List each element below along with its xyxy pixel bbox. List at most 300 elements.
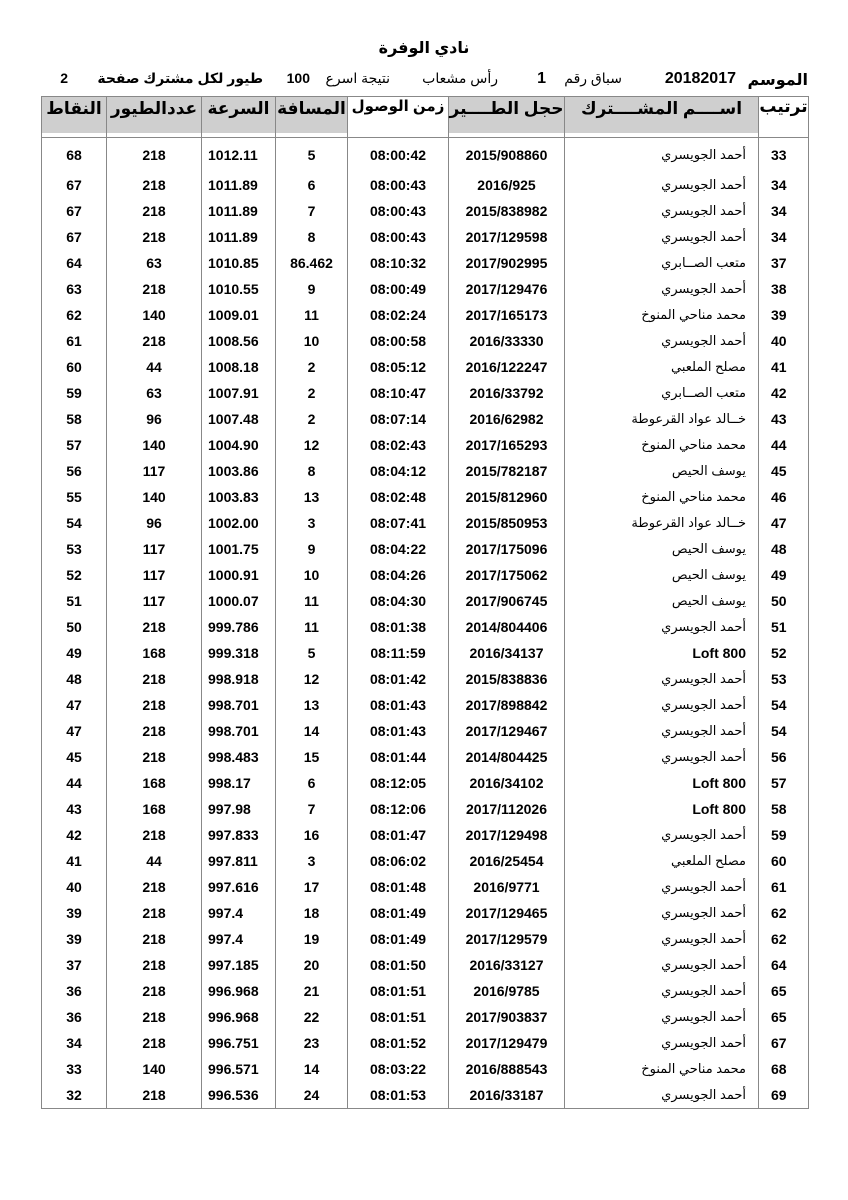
row-speed: 997.4 — [202, 926, 276, 952]
row-points: 60 — [42, 354, 107, 380]
row-points: 51 — [42, 588, 107, 614]
table-row — [42, 432, 809, 458]
row-distance: 17 — [276, 874, 348, 900]
row-ring: 2017/898842 — [449, 692, 565, 718]
row-birds: 218 — [107, 1082, 202, 1109]
table-row — [42, 588, 809, 614]
table-row — [42, 250, 809, 276]
row-ring: 2016/33792 — [449, 380, 565, 406]
col-name: اســــم المشــــترك — [565, 97, 759, 138]
row-arrival-time: 08:01:38 — [348, 614, 449, 640]
table-row — [42, 224, 809, 250]
row-birds: 140 — [107, 432, 202, 458]
row-distance: 6 — [276, 770, 348, 796]
row-name: Loft 800 — [565, 796, 759, 822]
row-arrival-time: 08:01:51 — [348, 1004, 449, 1030]
row-birds: 218 — [107, 614, 202, 640]
table-row — [42, 1030, 809, 1056]
row-points: 40 — [42, 874, 107, 900]
row-speed: 996.968 — [202, 1004, 276, 1030]
row-birds: 218 — [107, 276, 202, 302]
row-distance: 14 — [276, 1056, 348, 1082]
row-rank: 68 — [759, 1056, 809, 1082]
row-distance: 11 — [276, 614, 348, 640]
row-points: 47 — [42, 718, 107, 744]
row-speed: 1000.91 — [202, 562, 276, 588]
row-ring: 2014/804425 — [449, 744, 565, 770]
table-row — [42, 302, 809, 328]
row-name: أحمد الجويسري — [565, 952, 759, 978]
row-ring: 2016/925 — [449, 172, 565, 198]
table-row — [42, 458, 809, 484]
row-ring: 2016/34102 — [449, 770, 565, 796]
row-ring: 2017/175062 — [449, 562, 565, 588]
table-row — [42, 138, 809, 173]
row-rank: 40 — [759, 328, 809, 354]
table-row — [42, 874, 809, 900]
row-name: أحمد الجويسري — [565, 666, 759, 692]
row-speed: 997.811 — [202, 848, 276, 874]
club-title: نادي الوفرة — [378, 40, 470, 57]
row-speed: 998.17 — [202, 770, 276, 796]
row-birds: 218 — [107, 138, 202, 173]
table-row — [42, 510, 809, 536]
row-ring: 2017/129465 — [449, 900, 565, 926]
row-birds: 44 — [107, 848, 202, 874]
row-points: 52 — [42, 562, 107, 588]
row-ring: 2014/804406 — [449, 614, 565, 640]
row-name: خــالد عواد القرعوطة — [565, 510, 759, 536]
row-speed: 998.918 — [202, 666, 276, 692]
table-row — [42, 1056, 809, 1082]
row-arrival-time: 08:01:53 — [348, 1082, 449, 1109]
row-rank: 61 — [759, 874, 809, 900]
row-points: 34 — [42, 1030, 107, 1056]
table-row — [42, 172, 809, 198]
row-arrival-time: 08:07:14 — [348, 406, 449, 432]
row-speed: 996.536 — [202, 1082, 276, 1109]
page-number: 2 — [60, 70, 68, 86]
row-rank: 62 — [759, 926, 809, 952]
row-ring: 2017/112026 — [449, 796, 565, 822]
row-birds: 63 — [107, 250, 202, 276]
table-row — [42, 822, 809, 848]
row-points: 63 — [42, 276, 107, 302]
row-ring: 2016/9771 — [449, 874, 565, 900]
row-points: 55 — [42, 484, 107, 510]
row-birds: 140 — [107, 1056, 202, 1082]
row-speed: 996.751 — [202, 1030, 276, 1056]
table-row — [42, 1082, 809, 1109]
table-row — [42, 666, 809, 692]
row-birds: 218 — [107, 1030, 202, 1056]
row-speed: 1004.90 — [202, 432, 276, 458]
row-birds: 218 — [107, 666, 202, 692]
row-rank: 53 — [759, 666, 809, 692]
row-ring: 2015/812960 — [449, 484, 565, 510]
row-distance: 5 — [276, 640, 348, 666]
row-speed: 1012.11 — [202, 138, 276, 173]
row-arrival-time: 08:01:51 — [348, 978, 449, 1004]
row-points: 56 — [42, 458, 107, 484]
row-arrival-time: 08:00:49 — [348, 276, 449, 302]
table-row — [42, 614, 809, 640]
row-arrival-time: 08:02:24 — [348, 302, 449, 328]
row-rank: 45 — [759, 458, 809, 484]
race-number: 1 — [537, 70, 546, 87]
race-info-line — [40, 70, 808, 90]
row-points: 37 — [42, 952, 107, 978]
table-row — [42, 926, 809, 952]
table-row — [42, 952, 809, 978]
row-ring: 2016/25454 — [449, 848, 565, 874]
row-name: يوسف الحيص — [565, 562, 759, 588]
table-row — [42, 328, 809, 354]
row-name: Loft 800 — [565, 640, 759, 666]
row-birds: 218 — [107, 172, 202, 198]
row-arrival-time: 08:01:49 — [348, 926, 449, 952]
col-arrival: زمن الوصول — [348, 97, 449, 138]
table-row — [42, 848, 809, 874]
row-birds: 218 — [107, 822, 202, 848]
row-name: أحمد الجويسري — [565, 744, 759, 770]
row-distance: 16 — [276, 822, 348, 848]
row-arrival-time: 08:04:12 — [348, 458, 449, 484]
row-birds: 218 — [107, 874, 202, 900]
row-rank: 51 — [759, 614, 809, 640]
row-name: أحمد الجويسري — [565, 926, 759, 952]
row-name: أحمد الجويسري — [565, 328, 759, 354]
table-row — [42, 718, 809, 744]
row-name: أحمد الجويسري — [565, 978, 759, 1004]
row-ring: 2017/129479 — [449, 1030, 565, 1056]
row-arrival-time: 08:02:48 — [348, 484, 449, 510]
row-name: أحمد الجويسري — [565, 614, 759, 640]
row-rank: 56 — [759, 744, 809, 770]
row-distance: 9 — [276, 276, 348, 302]
row-birds: 117 — [107, 458, 202, 484]
table-row — [42, 640, 809, 666]
row-name: يوسف الحيص — [565, 588, 759, 614]
results-table — [41, 96, 809, 1109]
row-distance: 13 — [276, 484, 348, 510]
row-speed: 1011.89 — [202, 198, 276, 224]
row-rank: 50 — [759, 588, 809, 614]
row-name: مصلح الملعبي — [565, 848, 759, 874]
row-rank: 60 — [759, 848, 809, 874]
row-distance: 19 — [276, 926, 348, 952]
row-points: 48 — [42, 666, 107, 692]
row-rank: 65 — [759, 978, 809, 1004]
row-rank: 39 — [759, 302, 809, 328]
row-points: 43 — [42, 796, 107, 822]
row-rank: 44 — [759, 432, 809, 458]
row-points: 53 — [42, 536, 107, 562]
row-distance: 7 — [276, 796, 348, 822]
row-speed: 1010.85 — [202, 250, 276, 276]
row-name: خــالد عواد القرعوطة — [565, 406, 759, 432]
season-label: الموسم — [747, 72, 808, 89]
row-distance: 2 — [276, 406, 348, 432]
col-distance: المسافة — [276, 97, 348, 138]
row-name: أحمد الجويسري — [565, 224, 759, 250]
row-birds: 218 — [107, 328, 202, 354]
row-points: 62 — [42, 302, 107, 328]
row-ring: 2016/33330 — [449, 328, 565, 354]
col-ring: حجل الطــــير — [449, 97, 565, 138]
row-birds: 96 — [107, 510, 202, 536]
row-speed: 997.833 — [202, 822, 276, 848]
row-birds: 218 — [107, 1004, 202, 1030]
row-rank: 57 — [759, 770, 809, 796]
row-rank: 34 — [759, 172, 809, 198]
table-row — [42, 354, 809, 380]
row-arrival-time: 08:00:43 — [348, 198, 449, 224]
row-rank: 37 — [759, 250, 809, 276]
row-birds: 117 — [107, 562, 202, 588]
row-ring: 2017/129579 — [449, 926, 565, 952]
row-distance: 23 — [276, 1030, 348, 1056]
col-birds: عددالطيور — [107, 97, 202, 138]
row-distance: 8 — [276, 224, 348, 250]
row-ring: 2015/782187 — [449, 458, 565, 484]
row-points: 68 — [42, 138, 107, 173]
row-rank: 54 — [759, 718, 809, 744]
row-arrival-time: 08:04:26 — [348, 562, 449, 588]
row-rank: 43 — [759, 406, 809, 432]
row-rank: 47 — [759, 510, 809, 536]
row-arrival-time: 08:01:48 — [348, 874, 449, 900]
row-birds: 218 — [107, 926, 202, 952]
race-label: سباق رقم — [564, 70, 622, 86]
row-name: أحمد الجويسري — [565, 692, 759, 718]
row-arrival-time: 08:02:43 — [348, 432, 449, 458]
row-speed: 999.786 — [202, 614, 276, 640]
row-distance: 8 — [276, 458, 348, 484]
row-ring: 2016/62982 — [449, 406, 565, 432]
row-points: 67 — [42, 172, 107, 198]
row-speed: 1008.18 — [202, 354, 276, 380]
row-distance: 3 — [276, 848, 348, 874]
row-arrival-time: 08:12:06 — [348, 796, 449, 822]
row-speed: 1009.01 — [202, 302, 276, 328]
row-birds: 140 — [107, 302, 202, 328]
row-distance: 6 — [276, 172, 348, 198]
row-rank: 38 — [759, 276, 809, 302]
row-distance: 20 — [276, 952, 348, 978]
row-ring: 2017/165293 — [449, 432, 565, 458]
row-speed: 998.701 — [202, 692, 276, 718]
row-birds: 218 — [107, 952, 202, 978]
row-birds: 218 — [107, 978, 202, 1004]
row-rank: 42 — [759, 380, 809, 406]
row-birds: 44 — [107, 354, 202, 380]
row-speed: 999.318 — [202, 640, 276, 666]
row-points: 41 — [42, 848, 107, 874]
row-points: 59 — [42, 380, 107, 406]
row-ring: 2015/908860 — [449, 138, 565, 173]
row-distance: 3 — [276, 510, 348, 536]
row-arrival-time: 08:00:43 — [348, 224, 449, 250]
row-distance: 18 — [276, 900, 348, 926]
row-distance: 15 — [276, 744, 348, 770]
row-points: 39 — [42, 900, 107, 926]
row-name: Loft 800 — [565, 770, 759, 796]
row-name: أحمد الجويسري — [565, 1030, 759, 1056]
row-speed: 996.968 — [202, 978, 276, 1004]
row-arrival-time: 08:10:47 — [348, 380, 449, 406]
season-value: 20182017 — [664, 70, 736, 87]
row-points: 49 — [42, 640, 107, 666]
row-distance: 5 — [276, 138, 348, 173]
row-ring: 2017/129467 — [449, 718, 565, 744]
row-arrival-time: 08:11:59 — [348, 640, 449, 666]
row-arrival-time: 08:01:43 — [348, 692, 449, 718]
table-row — [42, 562, 809, 588]
row-speed: 998.701 — [202, 718, 276, 744]
row-birds: 218 — [107, 900, 202, 926]
table-row — [42, 406, 809, 432]
row-speed: 1011.89 — [202, 172, 276, 198]
row-distance: 9 — [276, 536, 348, 562]
row-speed: 1011.89 — [202, 224, 276, 250]
row-birds: 63 — [107, 380, 202, 406]
col-rank: ترتيب — [759, 97, 809, 138]
row-points: 36 — [42, 978, 107, 1004]
row-name: متعب الصــابري — [565, 380, 759, 406]
row-arrival-time: 08:10:32 — [348, 250, 449, 276]
table-row — [42, 978, 809, 1004]
row-name: محمد مناحي المنوخ — [565, 302, 759, 328]
row-birds: 218 — [107, 718, 202, 744]
location: رأس مشعاب — [422, 70, 498, 86]
row-birds: 168 — [107, 770, 202, 796]
row-speed: 1000.07 — [202, 588, 276, 614]
row-birds: 96 — [107, 406, 202, 432]
table-row — [42, 744, 809, 770]
row-birds: 117 — [107, 588, 202, 614]
row-arrival-time: 08:06:02 — [348, 848, 449, 874]
row-speed: 1010.55 — [202, 276, 276, 302]
row-speed: 1003.83 — [202, 484, 276, 510]
row-speed: 1007.48 — [202, 406, 276, 432]
table-row — [42, 198, 809, 224]
row-points: 67 — [42, 224, 107, 250]
row-name: أحمد الجويسري — [565, 1082, 759, 1109]
bird-count: 100 — [286, 70, 310, 86]
row-arrival-time: 08:01:52 — [348, 1030, 449, 1056]
table-row — [42, 536, 809, 562]
table-row — [42, 900, 809, 926]
col-speed: السرعة — [202, 97, 276, 138]
row-arrival-time: 08:12:05 — [348, 770, 449, 796]
row-arrival-time: 08:01:49 — [348, 900, 449, 926]
row-arrival-time: 08:07:41 — [348, 510, 449, 536]
row-name: أحمد الجويسري — [565, 1004, 759, 1030]
row-points: 32 — [42, 1082, 107, 1109]
row-arrival-time: 08:01:50 — [348, 952, 449, 978]
table-row — [42, 770, 809, 796]
row-name: مصلح الملعبي — [565, 354, 759, 380]
table-header-row — [42, 97, 809, 138]
row-rank: 41 — [759, 354, 809, 380]
row-points: 64 — [42, 250, 107, 276]
row-name: محمد مناحي المنوخ — [565, 432, 759, 458]
col-points: النقاط — [42, 97, 107, 138]
row-speed: 997.616 — [202, 874, 276, 900]
result-label: نتيجة اسرع — [325, 70, 390, 86]
row-ring: 2016/122247 — [449, 354, 565, 380]
row-points: 39 — [42, 926, 107, 952]
table-row — [42, 796, 809, 822]
row-distance: 2 — [276, 380, 348, 406]
row-points: 47 — [42, 692, 107, 718]
row-name: يوسف الحيص — [565, 458, 759, 484]
row-points: 36 — [42, 1004, 107, 1030]
row-distance: 12 — [276, 666, 348, 692]
row-distance: 2 — [276, 354, 348, 380]
row-name: أحمد الجويسري — [565, 276, 759, 302]
row-arrival-time: 08:05:12 — [348, 354, 449, 380]
row-points: 33 — [42, 1056, 107, 1082]
row-distance: 10 — [276, 562, 348, 588]
row-distance: 11 — [276, 588, 348, 614]
row-name: أحمد الجويسري — [565, 900, 759, 926]
row-distance: 11 — [276, 302, 348, 328]
row-distance: 22 — [276, 1004, 348, 1030]
row-arrival-time: 08:01:42 — [348, 666, 449, 692]
row-name: أحمد الجويسري — [565, 874, 759, 900]
table-row — [42, 276, 809, 302]
row-distance: 21 — [276, 978, 348, 1004]
row-name: أحمد الجويسري — [565, 138, 759, 173]
row-arrival-time: 08:00:42 — [348, 138, 449, 173]
row-name: متعب الصــابري — [565, 250, 759, 276]
row-rank: 49 — [759, 562, 809, 588]
row-speed: 997.4 — [202, 900, 276, 926]
row-arrival-time: 08:00:43 — [348, 172, 449, 198]
row-points: 42 — [42, 822, 107, 848]
row-ring: 2017/906745 — [449, 588, 565, 614]
row-rank: 67 — [759, 1030, 809, 1056]
row-rank: 34 — [759, 224, 809, 250]
row-arrival-time: 08:03:22 — [348, 1056, 449, 1082]
row-speed: 1003.86 — [202, 458, 276, 484]
row-points: 50 — [42, 614, 107, 640]
row-rank: 33 — [759, 138, 809, 173]
row-ring: 2017/175096 — [449, 536, 565, 562]
row-ring: 2017/129598 — [449, 224, 565, 250]
row-ring: 2016/9785 — [449, 978, 565, 1004]
row-speed: 996.571 — [202, 1056, 276, 1082]
row-rank: 46 — [759, 484, 809, 510]
row-birds: 218 — [107, 744, 202, 770]
row-rank: 62 — [759, 900, 809, 926]
row-name: أحمد الجويسري — [565, 172, 759, 198]
row-points: 54 — [42, 510, 107, 536]
table-row — [42, 692, 809, 718]
row-name: محمد مناحي المنوخ — [565, 1056, 759, 1082]
per-label: طيور لكل مشترك صفحة — [97, 70, 263, 86]
row-birds: 117 — [107, 536, 202, 562]
row-rank: 64 — [759, 952, 809, 978]
row-speed: 1007.91 — [202, 380, 276, 406]
row-points: 58 — [42, 406, 107, 432]
row-ring: 2017/129498 — [449, 822, 565, 848]
row-name: أحمد الجويسري — [565, 822, 759, 848]
row-rank: 54 — [759, 692, 809, 718]
row-ring: 2016/33187 — [449, 1082, 565, 1109]
